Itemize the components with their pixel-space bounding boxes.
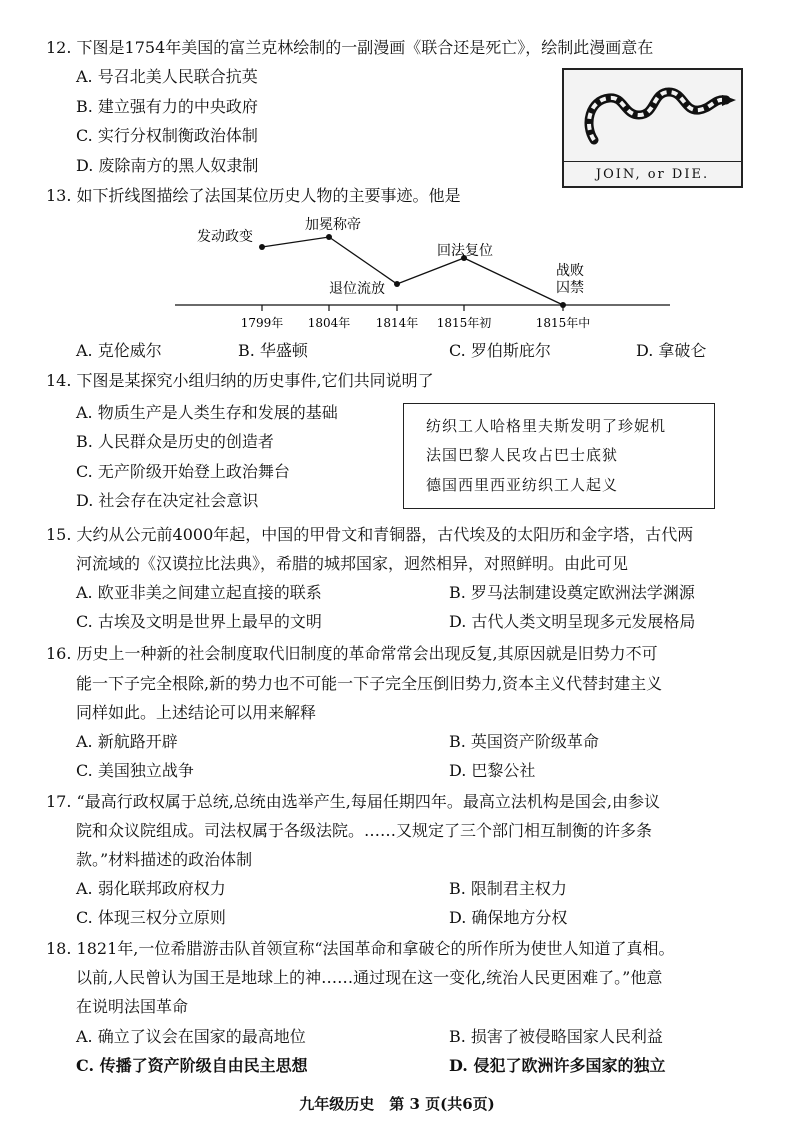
event-3: 德国西里西亚纺织工人起义	[426, 476, 619, 494]
join-or-die-cartoon	[562, 68, 743, 188]
q16-option-d: D. 巴黎公社	[449, 761, 536, 780]
timeline-line	[262, 237, 563, 305]
q18-stem-line2: 以前,人民曾认为国王是地球上的神……通过现在这一变化,统治人民更困难了。”他意	[76, 968, 663, 987]
q15-option-a: A. 欧亚非美之间建立起直接的联系	[76, 583, 322, 602]
q15-option-b: B. 罗马法制建设奠定欧洲法学渊源	[449, 583, 695, 602]
timeline-event-label-5-line2: 囚禁	[556, 280, 584, 296]
q18-option-a: A. 确立了议会在国家的最高地位	[76, 1027, 306, 1046]
q13-option-b: B. 华盛顿	[238, 341, 308, 360]
q17-option-a: A. 弱化联邦政府权力	[76, 879, 226, 898]
timeline-event-label-1: 发动政变	[197, 229, 253, 245]
timeline-year-1: 1799年	[240, 316, 284, 330]
q12-option-a: A. 号召北美人民联合抗英	[76, 67, 258, 86]
q18-option-c: C. 传播了资产阶级自由民主思想	[76, 1056, 308, 1075]
q17-option-d: D. 确保地方分权	[449, 908, 568, 927]
q18-option-d: D. 侵犯了欧洲许多国家的独立	[449, 1056, 666, 1075]
snake-illustration	[564, 70, 741, 162]
q15-stem-line1: 15. 大约从公元前4000年起，中国的甲骨文和青铜器，古代埃及的太阳历和金字塔，古代两	[46, 525, 694, 544]
q17-stem-line2: 院和众议院组成。司法权属于各级法院。……又规定了三个部门相互制衡的许多条	[76, 821, 653, 840]
timeline-point-2	[326, 234, 332, 240]
timeline-year-3: 1814年	[375, 316, 419, 330]
q18-stem-line3: 在说明法国革命	[76, 997, 189, 1016]
q16-option-a: A. 新航路开辟	[76, 732, 178, 751]
timeline-event-label-3: 退位流放	[329, 281, 385, 297]
q13-option-a: A. 克伦威尔	[76, 341, 162, 360]
timeline-event-label-4: 回法复位	[437, 243, 493, 259]
q15-stem-line2: 河流域的《汉谟拉比法典》，希腊的城邦国家，迥然相异，对照鲜明。由此可见	[76, 554, 629, 573]
timeline-event-label-2: 加冕称帝	[305, 217, 361, 233]
q14-option-a: A. 物质生产是人类生存和发展的基础	[76, 403, 338, 422]
q17-option-c: C. 体现三权分立原则	[76, 908, 226, 927]
q13-option-d: D. 拿破仑	[636, 341, 707, 360]
q16-stem-line2: 能一下子完全根除,新的势力也不可能一下子完全压倒旧势力,资本主义代替封建主义	[76, 674, 663, 693]
q12-option-c: C. 实行分权制衡政治体制	[76, 126, 258, 145]
q17-stem-line3: 款。”材料描述的政治体制	[76, 850, 253, 869]
cartoon-divider	[564, 161, 741, 162]
q14-option-b: B. 人民群众是历史的创造者	[76, 432, 274, 451]
timeline-point-3	[394, 281, 400, 287]
event-2: 法国巴黎人民攻占巴士底狱	[426, 446, 619, 464]
q17-option-b: B. 限制君主权力	[449, 879, 567, 898]
q14-stem: 14. 下图是某探究小组归纳的历史事件,它们共同说明了	[46, 371, 434, 390]
q12-stem: 12. 下图是1754年美国的富兰克林绘制的一副漫画《联合还是死亡》，绘制此漫画意在	[46, 38, 654, 57]
q13-stem: 13. 如下折线图描绘了法国某位历史人物的主要事迹。他是	[46, 186, 461, 205]
q14-option-d: D. 社会存在决定社会意识	[76, 491, 259, 510]
event-1: 纺织工人哈格里夫斯发明了珍妮机	[426, 417, 667, 435]
q16-stem-line1: 16. 历史上一种新的社会制度取代旧制度的革命常常会出现反复,其原因就是旧势力不可	[46, 644, 658, 663]
q12-option-b: B. 建立强有力的中央政府	[76, 97, 258, 116]
q16-option-b: B. 英国资产阶级革命	[449, 732, 599, 751]
q14-events-box	[403, 403, 715, 509]
q16-stem-line3: 同样如此。上述结论可以用来解释	[76, 703, 317, 722]
q18-option-b: B. 损害了被侵略国家人民利益	[449, 1027, 663, 1046]
q12-option-d: D. 废除南方的黑人奴隶制	[76, 156, 259, 175]
q18-stem-line1: 18. 1821年,一位希腊游击队首领宣称“法国革命和拿破仑的所作所为使世人知道了真相。	[46, 939, 675, 958]
q13-option-c: C. 罗伯斯庇尔	[449, 341, 551, 360]
timeline-year-5: 1815年中	[535, 316, 591, 330]
timeline-year-4: 1815年初	[436, 316, 492, 330]
timeline-year-2: 1804年	[307, 316, 351, 330]
q17-stem-line1: 17. “最高行政权属于总统,总统由选举产生,每届任期四年。最高立法机构是国会,由参议	[46, 792, 660, 811]
timeline-event-label-5: 战败	[556, 263, 584, 279]
q14-option-c: C. 无产阶级开始登上政治舞台	[76, 462, 290, 481]
cartoon-caption: JOIN, or DIE.	[595, 167, 710, 182]
q16-option-c: C. 美国独立战争	[76, 761, 194, 780]
timeline-point-1	[259, 244, 265, 250]
page-footer: 九年级历史 第 3 页(共6页)	[299, 1095, 495, 1113]
q15-option-c: C. 古埃及文明是世界上最早的文明	[76, 612, 322, 631]
q13-timeline-chart	[0, 205, 794, 335]
q15-option-d: D. 古代人类文明呈现多元发展格局	[449, 612, 696, 631]
